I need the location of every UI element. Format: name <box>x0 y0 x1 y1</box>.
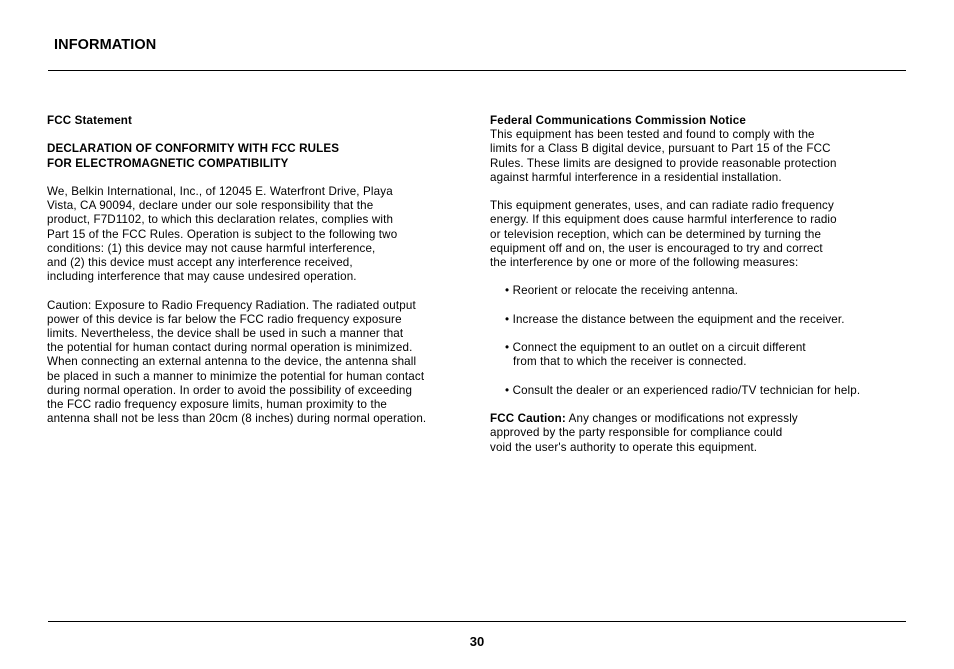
notice-body-line: against harmful interference in a residential installation. <box>490 170 782 184</box>
spacer <box>490 299 910 313</box>
measure-list-item: • Consult the dealer or an experienced radio/TV technician for help. <box>505 383 861 397</box>
caution-body-line: Caution: Exposure to Radio Frequency Radiation. The radiated output <box>47 298 416 312</box>
notice-body-line: Rules. These limits are designed to provide reasonable protection <box>490 156 837 170</box>
footer-divider <box>48 621 906 622</box>
caution-body-line: the FCC radio frequency exposure limits, human proximity to the <box>47 398 388 412</box>
declaration-body-line: Vista, CA 90094, declare under our sole responsibility that the <box>47 199 374 213</box>
notice-body-line: limits for a Class B digital device, pursuant to Part 15 of the FCC <box>490 142 831 156</box>
spacer <box>490 270 910 284</box>
declaration-body-line: and (2) this device must accept any interference received, <box>47 256 353 269</box>
declaration-heading-line: DECLARATION OF CONFORMITY WITH FCC RULES <box>47 142 340 156</box>
page-title: INFORMATION <box>54 37 157 53</box>
fcc-notice-heading: Federal Communications Commission Notice <box>490 114 746 127</box>
left-column <box>47 114 477 426</box>
notice-body-line: energy. If this equipment does cause harmful interference to radio <box>490 213 837 227</box>
spacer <box>47 171 477 185</box>
declaration-body-line: We, Belkin International, Inc., of 12045 E. Waterfront Drive, Playa <box>47 184 393 198</box>
declaration-heading-line: FOR ELECTROMAGNETIC COMPATIBILITY <box>47 156 289 170</box>
spacer <box>490 370 910 384</box>
declaration-body-line: including interference that may cause undesired operation. <box>47 270 357 284</box>
fcc-caution-line <box>490 412 910 426</box>
declaration-body-line: product, F7D1102, to which this declaration relates, complies with <box>47 213 394 227</box>
right-column <box>490 114 910 455</box>
caution-body-line: the potential for human contact during normal operation is minimized. <box>47 341 413 355</box>
measure-list-item: • Reorient or relocate the receiving antenna. <box>505 284 739 298</box>
spacer <box>490 327 910 341</box>
caution-body-line: antenna shall not be less than 20cm (8 inches) during normal operation. <box>47 412 427 426</box>
notice-body-line: This equipment has been tested and found to comply with the <box>490 128 815 142</box>
fcc-caution-line: approved by the party responsible for compliance could <box>490 426 783 440</box>
declaration-body-line: conditions: (1) this device may not cause harmful interference, <box>47 241 376 255</box>
page-number: 30 <box>469 634 485 649</box>
fcc-caution-label: FCC Caution: <box>490 412 566 426</box>
spacer <box>490 398 910 412</box>
measure-list-item: • Connect the equipment to an outlet on a circuit different <box>505 341 806 355</box>
caution-body-line: When connecting an external antenna to the device, the antenna shall <box>47 355 417 369</box>
measure-list-item-continued: from that to which the receiver is connected. <box>513 355 747 369</box>
notice-body-line: the interference by one or more of the following measures: <box>490 256 799 270</box>
notice-body-line: equipment off and on, the user is encouraged to try and correct <box>490 241 823 255</box>
caution-body-line: during normal operation. In order to avoid the possibility of exceeding <box>47 383 413 397</box>
measure-list-item: • Increase the distance between the equipment and the receiver. <box>505 312 845 326</box>
spacer <box>47 128 477 142</box>
caution-body-line: power of this device is far below the FCC radio frequency exposure <box>47 312 402 326</box>
spacer <box>47 284 477 298</box>
caution-body-line: limits. Nevertheless, the device shall be used in such a manner that <box>47 327 404 340</box>
notice-body-line: or television reception, which can be determined by turning the <box>490 227 822 241</box>
header-divider <box>48 70 906 71</box>
caution-body-line: be placed in such a manner to minimize the potential for human contact <box>47 369 425 383</box>
fcc-statement-heading: FCC Statement <box>47 114 133 127</box>
notice-body-line: This equipment generates, uses, and can radiate radio frequency <box>490 199 834 213</box>
fcc-caution-line: void the user's authority to operate this equipment. <box>490 440 758 454</box>
spacer <box>490 185 910 199</box>
fcc-caution-text: Any changes or modifications not expressly <box>565 412 798 426</box>
declaration-body-line: Part 15 of the FCC Rules. Operation is subject to the following two <box>47 227 398 241</box>
